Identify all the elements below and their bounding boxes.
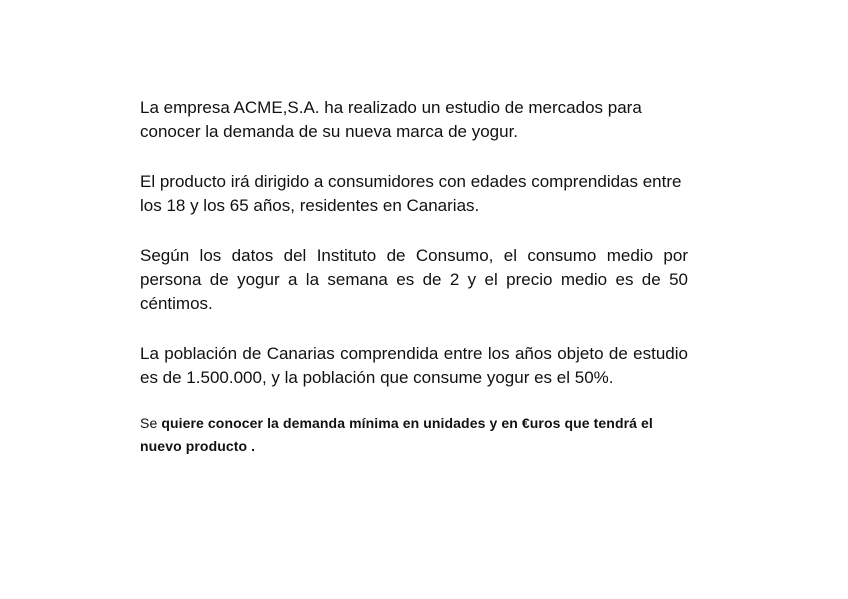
question-text: quiere conocer la demanda mínima en unidades y en €uros que tendrá el nuevo producto . — [140, 415, 653, 454]
paragraph-intro: La empresa ACME,S.A. ha realizado un estudio de mercados para conocer la demanda de su nueva marca de yogur. — [140, 98, 642, 141]
paragraph-question — [140, 412, 688, 458]
paragraph-spacer — [140, 316, 688, 342]
paragraph-spacer — [140, 390, 688, 412]
paragraph-spacer — [140, 144, 688, 170]
paragraph-population-data: La población de Canarias comprendida entre los años objeto de estudio es de 1.500.000, y la población que consume yogur es el 50%. — [140, 344, 688, 387]
paragraph-consumption-data: Según los datos del Instituto de Consumo, el consumo medio por persona de yogur a la semana es de 2 y el precio medio es de 50 céntimos. — [140, 246, 688, 313]
question-prefix: Se — [140, 415, 158, 431]
document-body — [140, 96, 688, 458]
paragraph-spacer — [140, 218, 688, 244]
paragraph-target-consumers: El producto irá dirigido a consumidores con edades comprendidas entre los 18 y los 65 años, residentes en Canarias. — [140, 172, 682, 215]
